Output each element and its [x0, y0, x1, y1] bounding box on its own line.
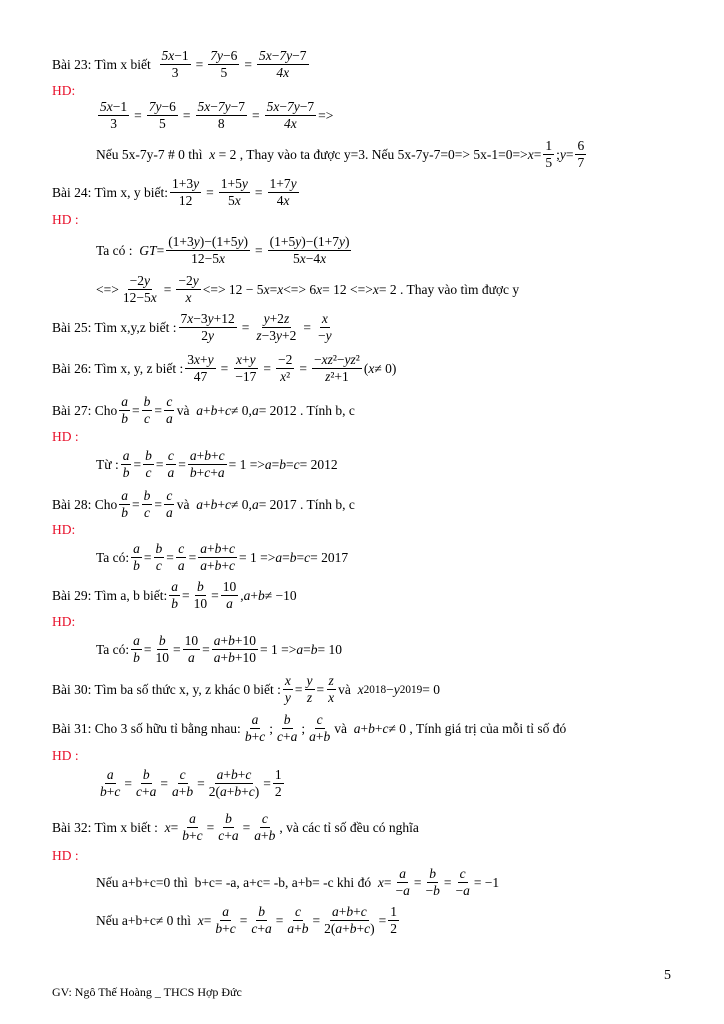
exercise-line: Bài 32: Tìm x biết : x = $\frac{a}{b+c}$ = $\frac{b}{c+a}$ = $\frac{c}{a+b}$ , và các tỉ số đều có nghĩa — [52, 811, 419, 843]
exercise-line: Bài 30: Tìm ba số thức x, y, z khác 0 biết : $\frac{x}{y}$ = $\frac{y}{z}$ = $\frac{z}{x}$ và x 2018 − y 2019 = 0 — [52, 673, 441, 705]
hd-label: HD : — [52, 212, 79, 227]
exercise-line: Nếu a+b+c=0 thì b+c= -a, a+c= -b, a+b= -c khi đó x = $\frac{a}{-a}$ = $\frac{b}{-b}$ = $\frac{c}{-a}$ = −1 — [96, 866, 500, 898]
exercise-line: Từ : $\frac{a}{b}$ = $\frac{b}{c}$ = $\frac{c}{a}$ = $\frac{a+b+c}{b+c+a}$ = 1 => a = b = c = 2012 — [96, 448, 338, 480]
page-number: 5 — [664, 968, 671, 983]
exercise-line: $\frac{a}{b+c}$ = $\frac{b}{c+a}$ = $\frac{c}{a+b}$ = $\frac{a+b+c}{2(a+b+c)}$ = $\frac{1}{2}$ — [100, 767, 282, 799]
hd-label: HD: — [52, 614, 76, 629]
exercise-line: Ta có: $\frac{a}{b}$ = $\frac{b}{10}$ = $\frac{10}{a}$ = $\frac{a+b+10}{a+b+10}$ = 1 => a = b = 10 — [96, 633, 343, 665]
page-footer: GV: Ngô Thế Hoàng _ THCS Hợp Đức — [52, 985, 242, 999]
exercise-line: Nếu 5x-7y-7 # 0 thì x = 2 , Thay vào ta được y=3. Nếu 5x-7y-7=0=> 5x-1=0=> x = $\frac{1}{5}$ ; y = $\frac{6}{7}$ — [96, 138, 585, 170]
exercise-line: $\frac{5x-1}{3}$ = $\frac{7y-6}{5}$ = $\frac{5x-7y-7}{8}$ = $\frac{5x-7y-7}{4x}$ => — [100, 99, 334, 131]
exercise-line: Ta có : GT = $\frac{(1+3y)-(1+5y)}{12-5x}$ = $\frac{(1+5y)-(1+7y)}{5x-4x}$ — [96, 234, 350, 266]
hd-label: HD : — [52, 848, 79, 863]
exercise-line: Bài 26: Tìm x, y, z biết : $\frac{3x+y}{47}$ = $\frac{x+y}{-17}$ = $\frac{-2}{\text{x²}}$ = $\frac{\text{−xz²−yz²}}{\text{z²+1}}$ ( x ≠ 0) — [52, 352, 397, 384]
hd-label: HD : — [52, 748, 79, 763]
exercise-line: Bài 27: Cho $\frac{a}{b}$ = $\frac{b}{c}$ = $\frac{c}{a}$ và a + b + c ≠ 0, a = 2012 . Tính b, c — [52, 394, 355, 426]
exercise-line: Bài 24: Tìm x, y biết: $\frac{1+3y}{12}$ = $\frac{1+5y}{5x}$ = $\frac{1+7y}{4x}$ — [52, 176, 297, 208]
exercise-line: Ta có: $\frac{a}{b}$ = $\frac{b}{c}$ = $\frac{c}{a}$ = $\frac{a+b+c}{a+b+c}$ = 1 => a = b = c = 2017 — [96, 541, 349, 573]
exercise-line: Bài 25: Tìm x,y,z biết : $\frac{7x-3y+12}{2y}$ = $\frac{y+2z}{z-3y+2}$ = $\frac{x}{-y}$ — [52, 311, 332, 343]
exercise-line: Bài 29: Tìm a, b biết: $\frac{a}{b}$ = $\frac{b}{10}$ = $\frac{10}{a}$ , a + b ≠ −10 — [52, 579, 297, 611]
exercise-line: Bài 23: Tìm x biết $\frac{5x-1}{3}$ = $\frac{7y-6}{5}$ = $\frac{5x-7y-7}{4x}$ — [52, 48, 307, 80]
exercise-line: Nếu a+b+c≠ 0 thì x = $\frac{a}{b+c}$ = $\frac{b}{c+a}$ = $\frac{c}{a+b}$ = $\frac{a+b+c}{2(a+b+c)}$ = $\frac{1}{2}$ — [96, 904, 397, 936]
hd-label: HD: — [52, 522, 76, 537]
exercise-line: Bài 28: Cho $\frac{a}{b}$ = $\frac{b}{c}$ = $\frac{c}{a}$ và a + b + c ≠ 0, a = 2017 . Tính b, c — [52, 488, 355, 520]
exercise-line: <=> $\frac{-2y}{12-5x}$ = $\frac{-2y}{x}$ <=> 12 − 5 x = x <=> 6 x = 12 <=> x = 2 . Thay vào tìm được y — [96, 273, 520, 305]
hd-label: HD : — [52, 429, 79, 444]
hd-label: HD: — [52, 83, 76, 98]
exercise-line: Bài 31: Cho 3 số hữu tỉ bằng nhau: $\frac{a}{b+c}$ ; $\frac{b}{c+a}$ ; $\frac{c}{a+b}$ và a + b + c ≠ 0 , Tính giá trị của mỗi tỉ số đó — [52, 712, 567, 744]
